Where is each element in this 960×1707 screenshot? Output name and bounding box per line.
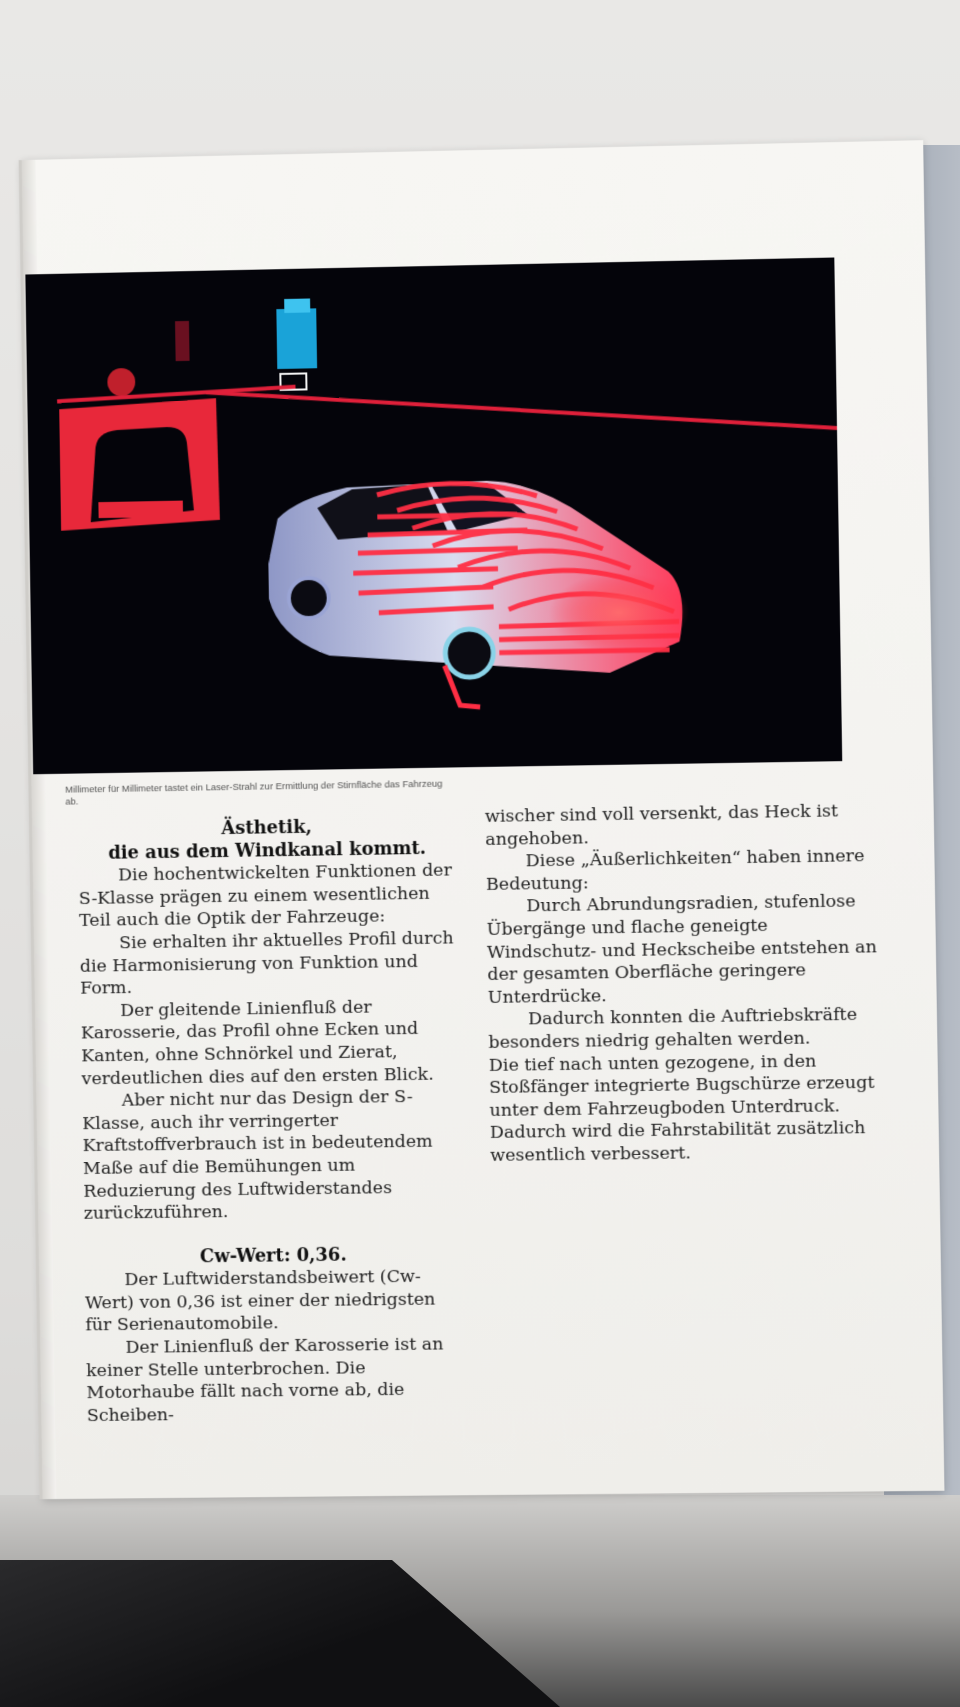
laser-scan-photo	[25, 258, 842, 775]
paragraph: Diese „Äußerlichkeiten“ haben innere Bedeutung:	[485, 846, 865, 895]
laser-scanned-car-icon	[25, 258, 842, 775]
heading-line-2: die aus dem Windkanal kommt.	[108, 837, 427, 864]
paragraph: Die tief nach unten gezogene, in den Stoßfänger integrierte Bugschürze erzeugt unter dem Fahrzeugboden Unterdruck.	[488, 1051, 875, 1121]
paragraph: wischer sind voll versenkt, das Heck ist angehoben.	[484, 801, 839, 850]
paragraph: Der Luftwiderstandsbeiwert (Cw-Wert) von 0,36 ist einer der niedrigsten für Serienautomobile.	[84, 1267, 436, 1336]
paragraph: Dadurch konnten die Auftriebskräfte besonders niedrig gehalten werden.	[488, 1005, 858, 1053]
brochure-page	[22, 140, 945, 1499]
paragraph: Aber nicht nur das Design der S-Klasse, auch ihr verringerter Kraftstoffverbrauch ist in bedeutendem Maße auf die Bemühungen um Reduzierung des Luftwiderstandes zurückzuführen.	[82, 1087, 433, 1224]
paragraph: Der Linienfluß der Karosserie ist an keiner Stelle unterbrochen. Die Motorhaube fällt nach vorne ab, die Scheiben-	[86, 1334, 444, 1426]
left-text-column	[78, 814, 466, 1427]
paragraph: Der gleitende Linienfluß der Karosserie, das Profil ohne Ecken und Kanten, ohne Schnörkel und Zierat, verdeutlichen dies auf den ersten Blick.	[80, 997, 434, 1089]
section-heading-cw-value: Cw-Wert: 0,36.	[199, 1244, 347, 1267]
photo-caption: Millimeter für Millimeter tastet ein Laser-Strahl zur Ermittlung der Stirnfläche das Fahrzeug ab.	[65, 778, 443, 808]
paragraph: Durch Abrundungsradien, stufenlose Übergänge und flache geneigte Windschutz- und Heckscheibe entstehen an der gesamten Oberfläche geringere Unterdrücke.	[486, 891, 878, 1008]
section-heading-aesthetics	[78, 814, 457, 865]
right-text-column	[485, 800, 882, 1168]
paragraph: Die hochentwickelten Funktionen der S-Klasse prägen zu einem wesentlichen Teil auch die Optik der Fahrzeuge:	[78, 860, 453, 932]
heading-line-1: Ästhetik,	[221, 816, 312, 840]
paragraph: Sie erhalten ihr aktuelles Profil durch die Harmonisierung von Funktion und Form.	[79, 928, 454, 999]
paragraph: Dadurch wird die Fahrstabilität zusätzlich wesentlich verbessert.	[489, 1118, 866, 1166]
